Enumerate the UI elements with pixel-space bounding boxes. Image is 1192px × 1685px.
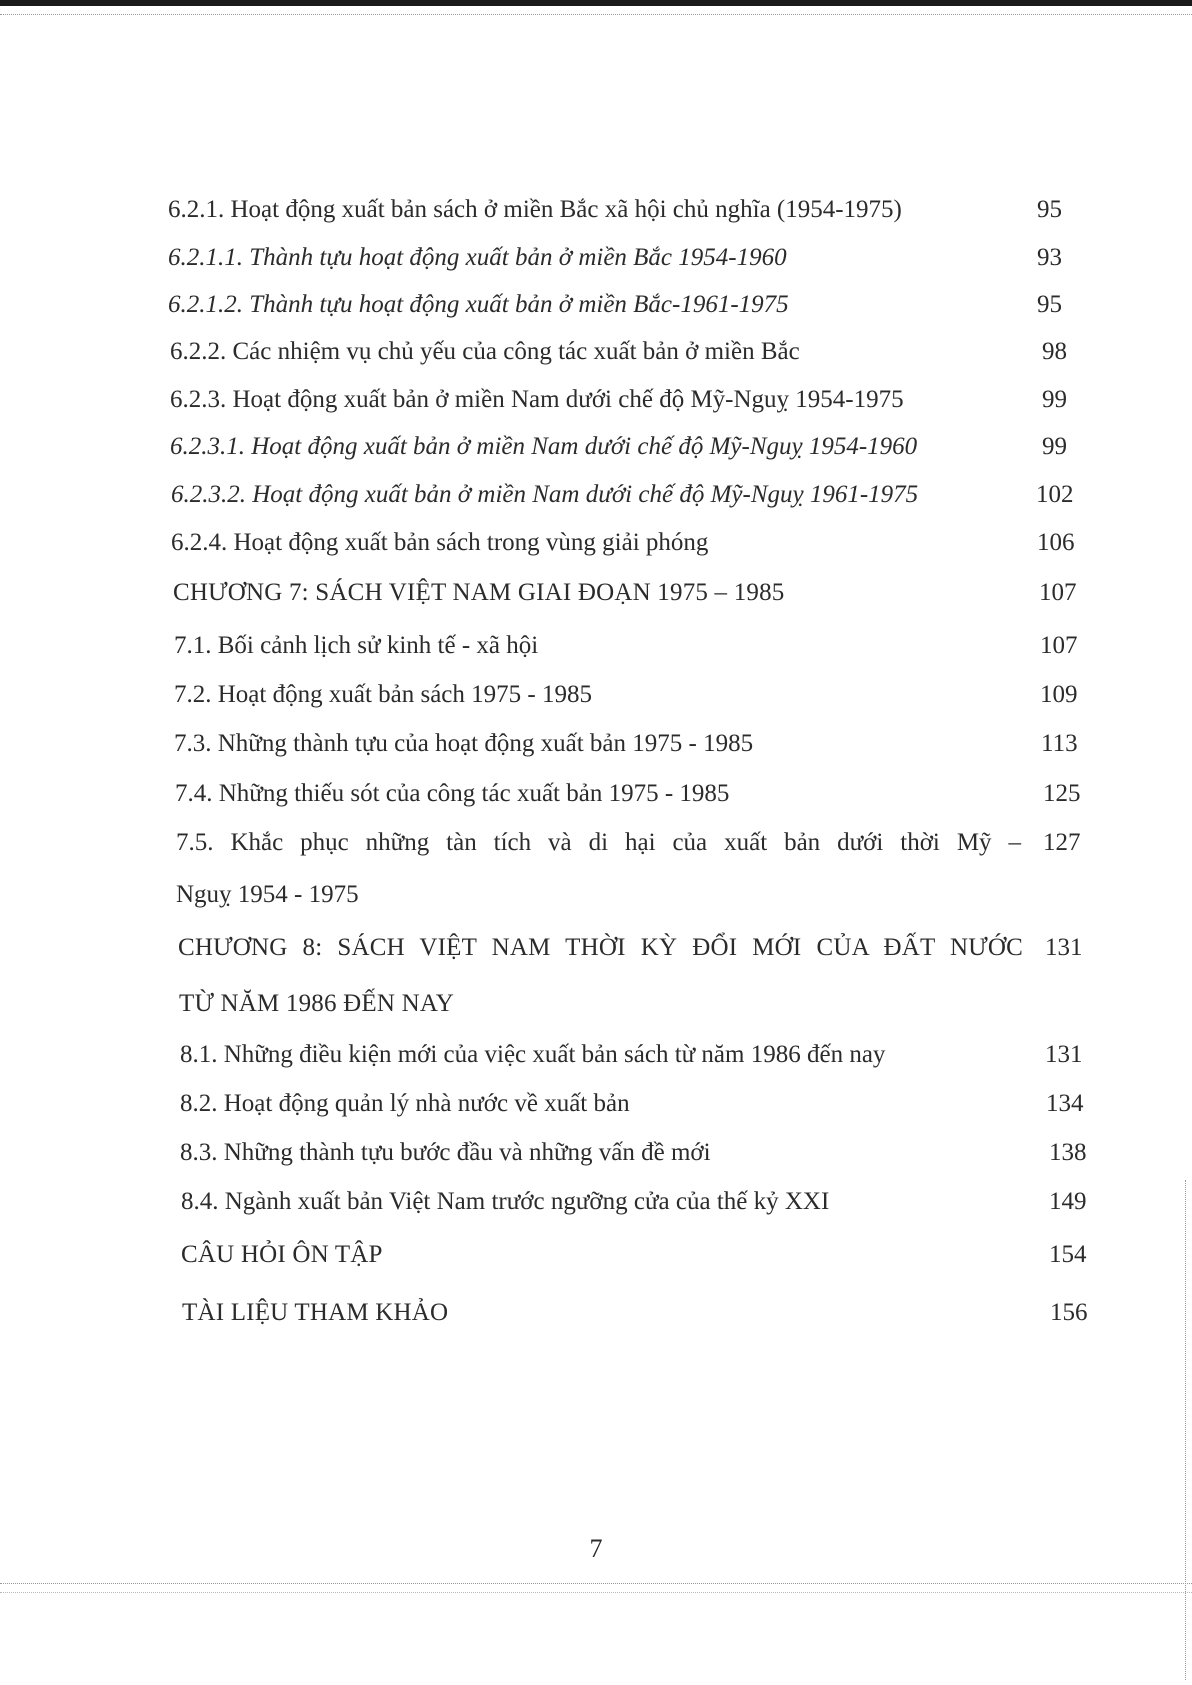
toc-entry-title: 6.2.1. Hoạt động xuất bản sách ở miền Bắc xã hội chủ nghĩa (1954-1975) [168, 196, 902, 223]
toc-entry-page: 95 [1037, 291, 1062, 318]
toc-chapter-page: 131 [1045, 934, 1083, 961]
toc-entry-title: 6.2.3.1. Hoạt động xuất bản ở miền Nam dưới chế độ Mỹ-Nguỵ 1954-1960 [170, 433, 918, 460]
toc-entry-page: 131 [1045, 1041, 1083, 1068]
toc-entry-title: 6.2.1.2. Thành tựu hoạt động xuất bản ở miền Bắc-1961-1975 [168, 291, 789, 318]
toc-entry-title: 7.4. Những thiếu sót của công tác xuất bản 1975 - 1985 [175, 780, 730, 807]
page-number: 7 [589, 1534, 603, 1563]
toc-entry-page: 106 [1037, 529, 1075, 556]
toc-entry-title: 8.2. Hoạt động quản lý nhà nước về xuất bản [180, 1090, 630, 1117]
toc-entry-page: 113 [1041, 730, 1078, 757]
toc-entry-page: 99 [1042, 386, 1067, 413]
toc-chapter-page: 107 [1039, 579, 1077, 606]
toc-chapter-title: TÀI LIỆU THAM KHẢO [182, 1299, 449, 1326]
toc-entry-page: 127 [1043, 829, 1081, 856]
toc-entry-page: 107 [1040, 632, 1078, 659]
scan-bottom-noise [0, 1592, 1192, 1593]
toc-entry-page: 102 [1036, 481, 1074, 508]
toc-entry-page: 95 [1037, 196, 1062, 223]
toc-entry-page: 93 [1037, 244, 1062, 271]
toc-chapter-title: CHƯƠNG 8: SÁCH VIỆT NAM THỜI KỲ ĐỔI MỚI CỦA ĐẤT NƯỚC [178, 934, 1023, 961]
toc-entry-title: 6.2.2. Các nhiệm vụ chủ yếu của công tác xuất bản ở miền Bắc [170, 338, 800, 365]
toc-entry-title: 6.2.3. Hoạt động xuất bản ở miền Nam dưới chế độ Mỹ-Nguỵ 1954-1975 [170, 386, 904, 413]
toc-entry-page: 98 [1042, 338, 1067, 365]
toc-entry-page: 109 [1040, 681, 1078, 708]
toc-chapter-page: 156 [1050, 1299, 1088, 1326]
toc-entry-title: 8.3. Những thành tựu bước đầu và những vấn đề mới [180, 1139, 711, 1166]
toc-entry-title: 8.1. Những điều kiện mới của việc xuất bản sách từ năm 1986 đến nay [180, 1041, 886, 1068]
toc-entry-page: 99 [1042, 433, 1067, 460]
toc-entry-title: 6.2.3.2. Hoạt động xuất bản ở miền Nam dưới chế độ Mỹ-Nguỵ 1961-1975 [171, 481, 919, 508]
toc-entry-page: 125 [1043, 780, 1081, 807]
toc-entry-title: 7.5. Khắc phục những tàn tích và di hại của xuất bản dưới thời Mỹ – [176, 829, 1021, 856]
toc-entry-title-continued: Nguỵ 1954 - 1975 [176, 881, 359, 908]
toc-entry-page: 138 [1049, 1139, 1087, 1166]
toc-chapter-page: 154 [1049, 1241, 1087, 1268]
scan-bottom-noise [0, 1583, 1192, 1584]
toc-entry-page: 134 [1046, 1090, 1084, 1117]
toc-entry-title: 7.3. Những thành tựu của hoạt động xuất bản 1975 - 1985 [174, 730, 754, 757]
toc-entry-title: 8.4. Ngành xuất bản Việt Nam trước ngưỡng cửa của thế kỷ XXI [181, 1188, 830, 1215]
toc-entry-title: 7.2. Hoạt động xuất bản sách 1975 - 1985 [174, 681, 592, 708]
toc-chapter-title-continued: TỪ NĂM 1986 ĐẾN NAY [179, 990, 455, 1017]
scan-right-edge [1185, 1180, 1186, 1680]
toc-entry-page: 149 [1049, 1188, 1087, 1215]
toc-chapter-title: CHƯƠNG 7: SÁCH VIỆT NAM GIAI ĐOẠN 1975 – 1985 [173, 579, 785, 606]
toc-entry-title: 6.2.1.1. Thành tựu hoạt động xuất bản ở miền Bắc 1954-1960 [168, 244, 787, 271]
toc-chapter-title: CÂU HỎI ÔN TẬP [181, 1241, 383, 1268]
toc-entry-title: 7.1. Bối cảnh lịch sử kinh tế - xã hội [174, 632, 539, 659]
toc-entry-title: 6.2.4. Hoạt động xuất bản sách trong vùng giải phóng [171, 529, 709, 556]
